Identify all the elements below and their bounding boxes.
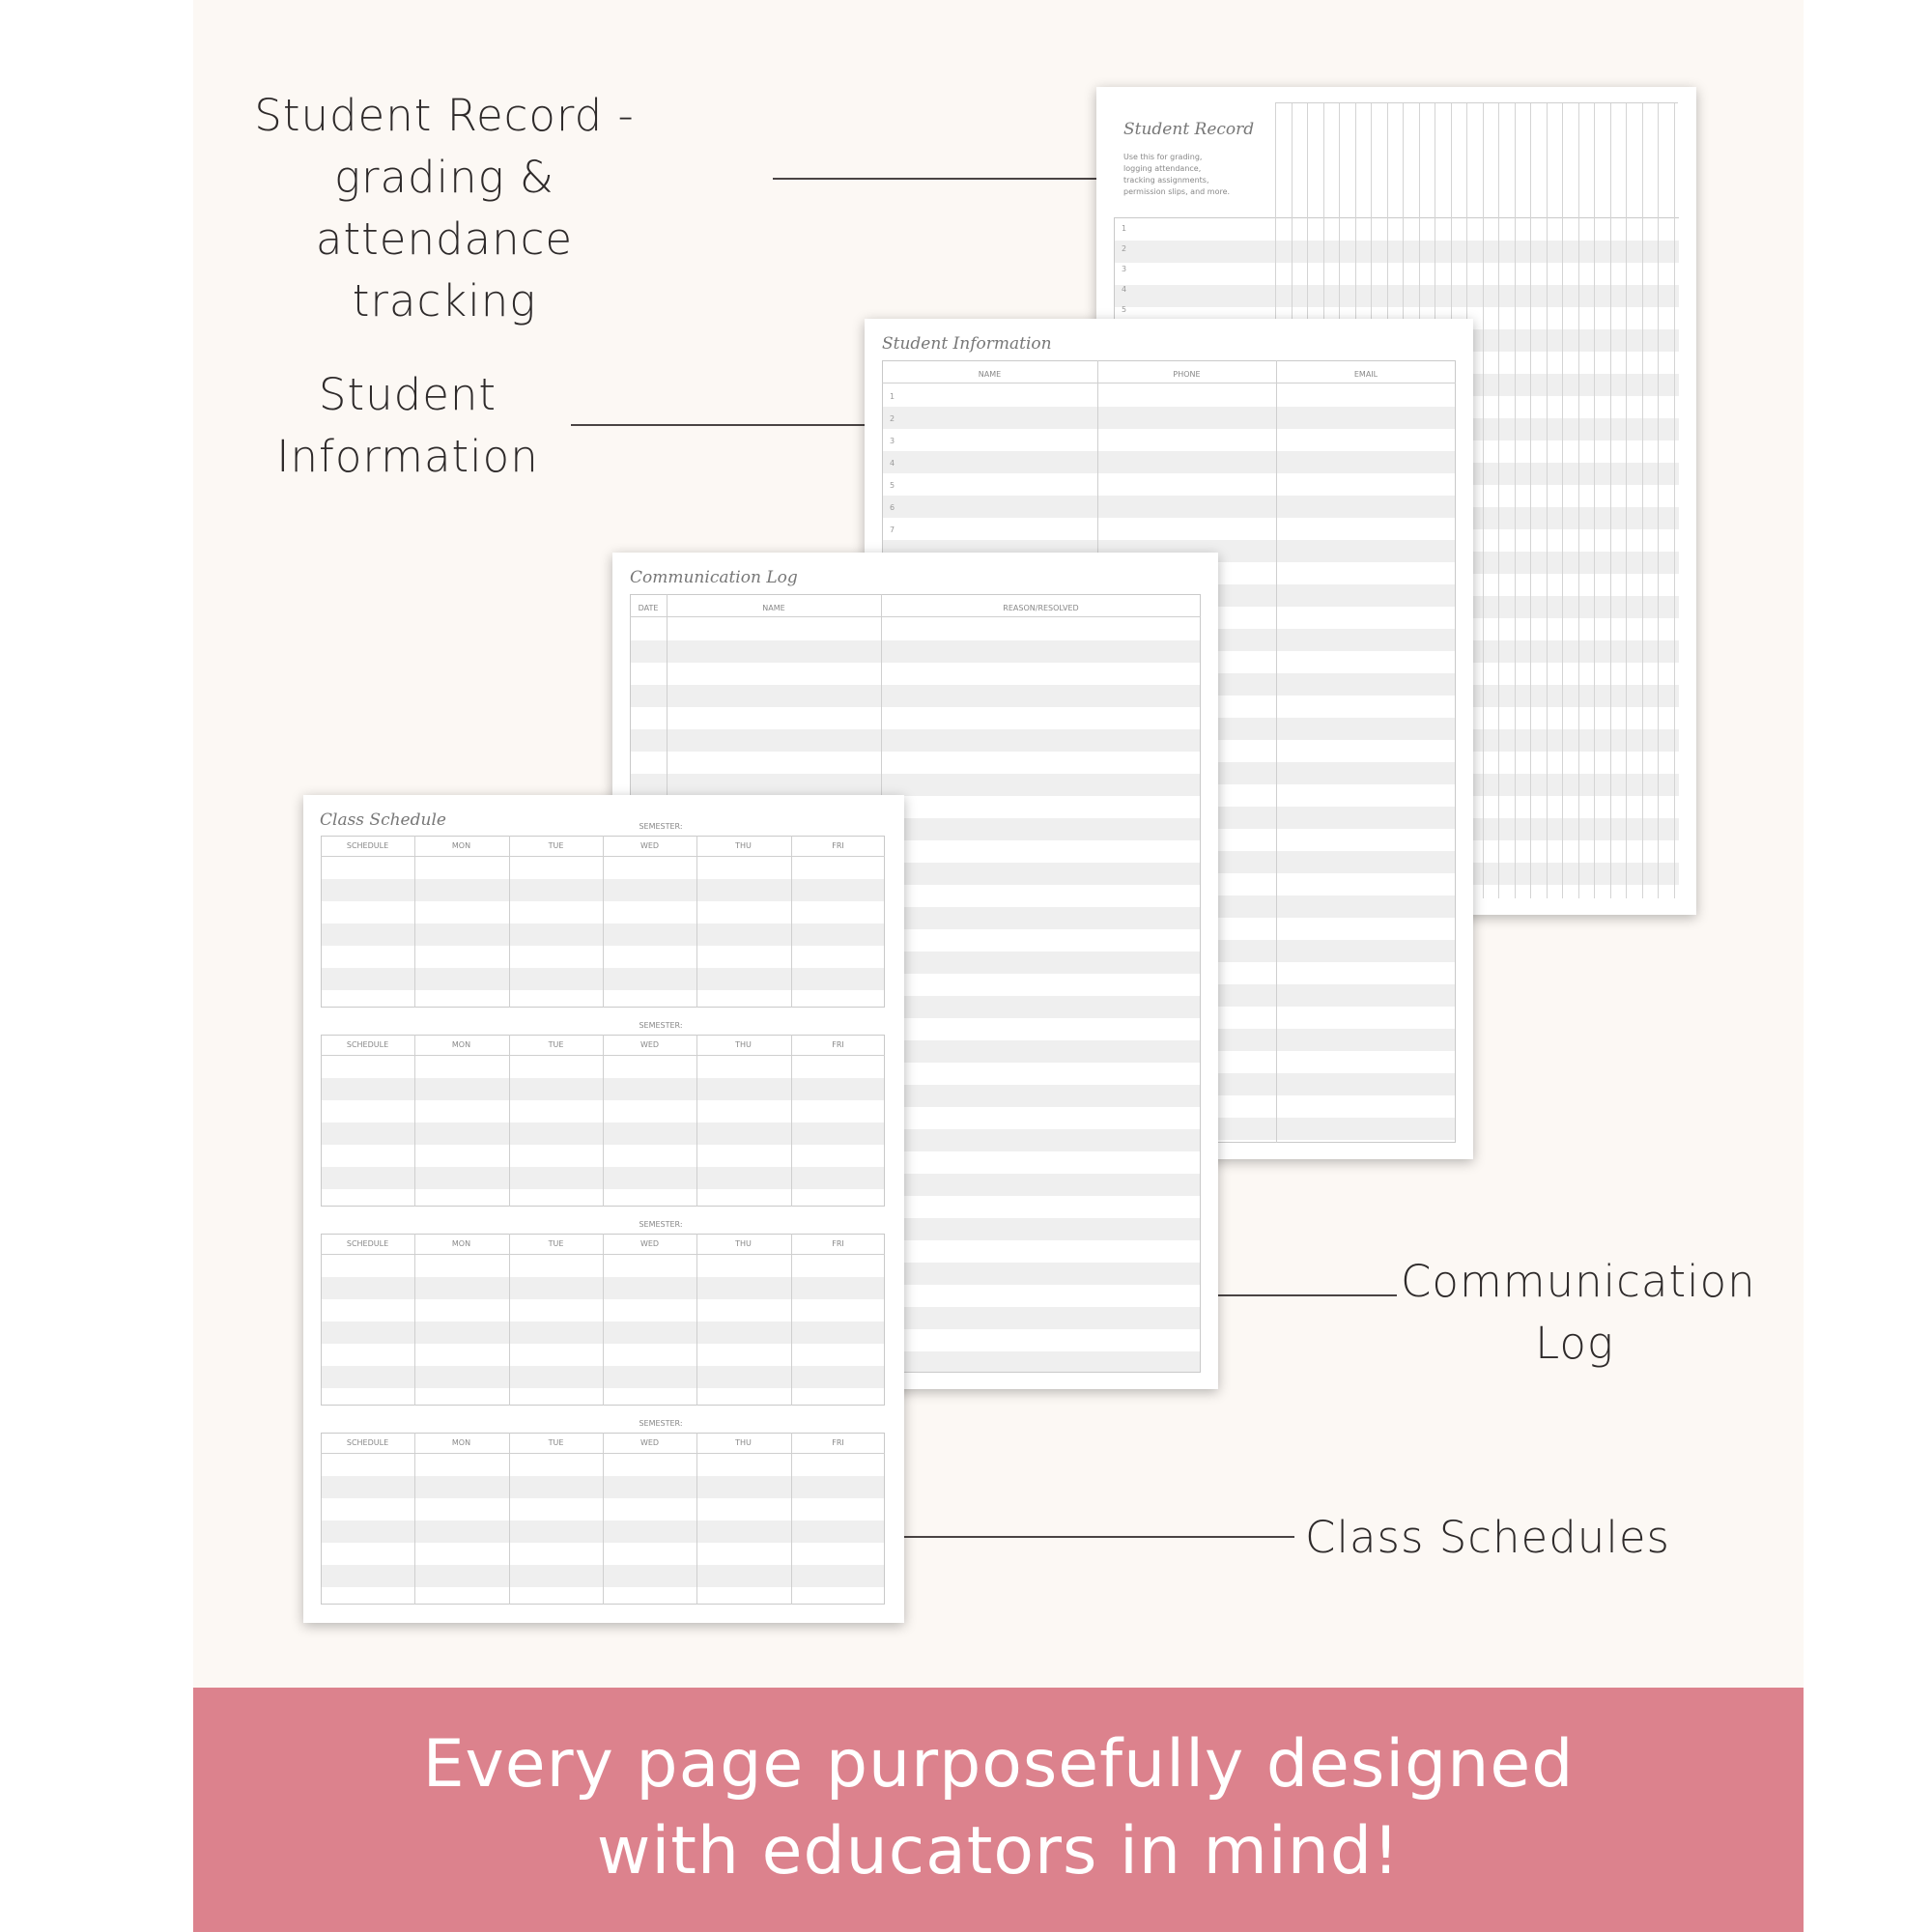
student-information-row-number: 6 (890, 503, 895, 512)
student-record-header-rule (1275, 102, 1678, 103)
student-record-column-line (1674, 102, 1675, 898)
schedule-column-divider (414, 1234, 415, 1406)
student-information-row-number: 7 (890, 526, 895, 534)
label-class-schedules (1304, 1507, 1671, 1569)
schedule-column-divider (696, 1035, 697, 1207)
student-record-row-number: 5 (1122, 305, 1127, 314)
schedule-header-cell: THU (735, 841, 752, 850)
page-class-schedule (303, 795, 904, 1623)
schedule-column-divider (509, 1234, 510, 1406)
banner (193, 1688, 1804, 1932)
label-student-information-line-1: Student (318, 369, 497, 420)
schedule-header-cell: TUE (548, 841, 564, 850)
schedule-column-divider (791, 836, 792, 1008)
label-student-record-line-2: grading & attendance (315, 152, 574, 265)
schedule-header-cell: THU (735, 1040, 752, 1049)
student-information-header-phone: PHONE (1173, 370, 1201, 379)
student-record-description-line-3: tracking assignments, (1123, 176, 1209, 185)
student-record-column-line (1498, 102, 1499, 898)
schedule-header-cell: WED (639, 841, 660, 850)
schedule-header-cell: THU (735, 1438, 752, 1447)
label-student-record-line-1: Student Record - (254, 90, 635, 141)
student-record-row-number: 3 (1122, 265, 1127, 273)
student-record-column-line (1626, 102, 1627, 898)
schedule-header-cell: FRI (832, 841, 844, 850)
student-information-column-divider (1276, 360, 1277, 1143)
student-information-row-number: 4 (890, 459, 895, 468)
student-record-column-line (1610, 102, 1611, 898)
student-record-column-line (1658, 102, 1659, 898)
label-communication-log (1401, 1251, 1756, 1375)
schedule-header-cell: TUE (548, 1239, 564, 1248)
label-communication-log-line-2: Log (1535, 1318, 1614, 1369)
student-information-row-number: 3 (890, 437, 895, 445)
schedule-header-cell: SCHEDULE (346, 1438, 389, 1447)
communication-log-header-name: NAME (762, 604, 785, 612)
student-record-row-number: 4 (1122, 285, 1127, 294)
banner-line-2: with educators in mind! (596, 1813, 1401, 1889)
schedule-header-cell: WED (639, 1438, 660, 1447)
schedule-header-cell: SCHEDULE (346, 841, 389, 850)
schedule-header-cell: FRI (832, 1239, 844, 1248)
student-record-column-line (1594, 102, 1595, 898)
schedule-header-cell: WED (639, 1239, 660, 1248)
semester-label: SEMESTER: (639, 1021, 683, 1030)
communication-log-header-rule (630, 616, 1201, 617)
student-information-title: Student Information (882, 334, 1052, 354)
schedule-column-divider (791, 1035, 792, 1207)
student-record-description-line-2: logging attendance, (1123, 164, 1202, 173)
schedule-header-cell: MON (451, 841, 471, 850)
schedule-column-divider (603, 1234, 604, 1406)
schedule-column-divider (414, 1433, 415, 1605)
semester-label: SEMESTER: (639, 822, 683, 831)
communication-log-header-reason: REASON/RESOLVED (1003, 604, 1079, 612)
schedule-column-divider (603, 1433, 604, 1605)
schedule-column-divider (791, 1433, 792, 1605)
schedule-column-divider (791, 1234, 792, 1406)
student-information-header-rule (882, 383, 1456, 384)
student-record-column-line (1515, 102, 1516, 898)
communication-log-header-date: DATE (638, 604, 659, 612)
schedule-header-cell: MON (451, 1239, 471, 1248)
schedule-column-divider (603, 836, 604, 1008)
schedule-header-cell: MON (451, 1040, 471, 1049)
student-record-column-line (1483, 102, 1484, 898)
student-information-row-number: 1 (890, 392, 895, 401)
student-record-column-line (1642, 102, 1643, 898)
schedule-header-cell: MON (451, 1438, 471, 1447)
student-record-description-line-4: permission slips, and more. (1123, 187, 1231, 196)
schedule-column-divider (414, 1035, 415, 1207)
schedule-header-cell: SCHEDULE (346, 1239, 389, 1248)
class-schedule-title: Class Schedule (320, 810, 446, 830)
student-information-row-number: 5 (890, 481, 895, 490)
label-communication-log-line-1: Communication (1401, 1256, 1756, 1307)
student-information-header-email: EMAIL (1353, 370, 1378, 379)
student-record-description (1123, 152, 1259, 198)
schedule-column-divider (696, 1433, 697, 1605)
label-student-record (242, 85, 647, 332)
label-class-schedules-text: Class Schedules (1305, 1512, 1670, 1563)
label-student-record-line-3: tracking (352, 275, 537, 327)
schedule-header-cell: TUE (548, 1438, 564, 1447)
student-record-column-line (1530, 102, 1531, 898)
schedule-header-cell: SCHEDULE (346, 1040, 389, 1049)
schedule-column-divider (696, 836, 697, 1008)
student-information-header-name: NAME (978, 370, 1002, 379)
student-record-description-line-1: Use this for grading, (1123, 153, 1203, 161)
semester-label: SEMESTER: (639, 1220, 683, 1229)
student-record-column-line (1562, 102, 1563, 898)
schedule-header-cell: WED (639, 1040, 660, 1049)
schedule-header-cell: FRI (832, 1438, 844, 1447)
student-record-column-line (1578, 102, 1579, 898)
label-student-information-line-2: Information (276, 431, 539, 482)
schedule-header-cell: TUE (548, 1040, 564, 1049)
student-information-row-number: 2 (890, 414, 895, 423)
student-record-column-line (1547, 102, 1548, 898)
schedule-column-divider (603, 1035, 604, 1207)
banner-line-1: Every page purposefully designed (422, 1726, 1575, 1803)
schedule-column-divider (414, 836, 415, 1008)
schedule-header-cell: FRI (832, 1040, 844, 1049)
student-record-row-number: 2 (1122, 244, 1127, 253)
label-student-information (263, 364, 553, 488)
promo-panel (193, 0, 1804, 1932)
schedule-column-divider (509, 836, 510, 1008)
semester-label: SEMESTER: (639, 1419, 683, 1428)
student-record-row-number: 1 (1122, 224, 1127, 233)
schedule-header-cell: THU (735, 1239, 752, 1248)
student-record-title: Student Record (1123, 120, 1255, 139)
schedule-column-divider (509, 1433, 510, 1605)
schedule-column-divider (509, 1035, 510, 1207)
schedule-column-divider (696, 1234, 697, 1406)
communication-log-title: Communication Log (630, 568, 798, 587)
